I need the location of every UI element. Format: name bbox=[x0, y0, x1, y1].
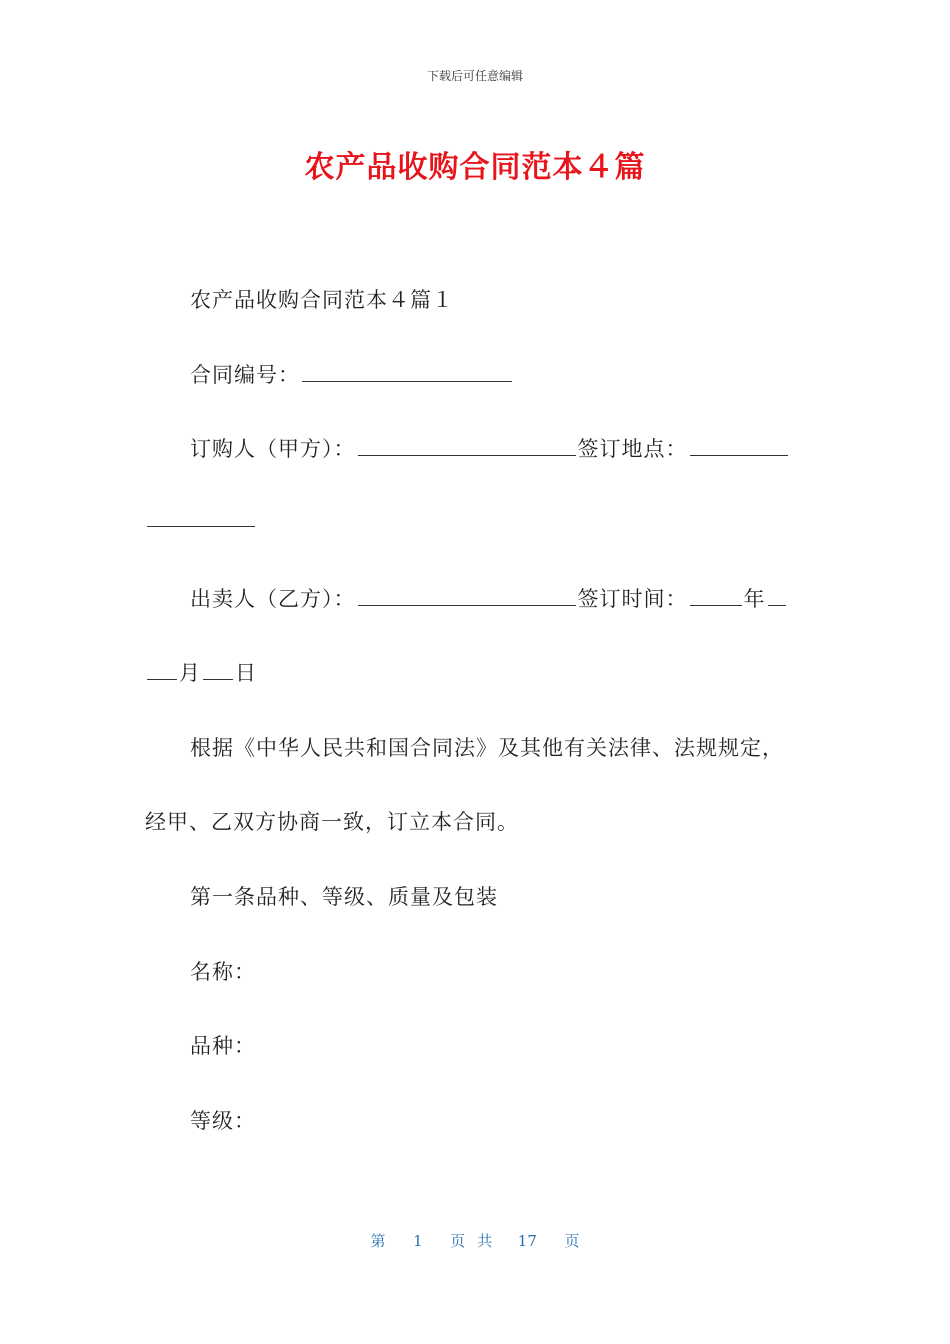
day-label: 日 bbox=[235, 661, 257, 685]
month-blank-start bbox=[768, 603, 786, 606]
name-label: 名称： bbox=[190, 960, 256, 984]
sign-place-continuation bbox=[145, 508, 257, 532]
contract-number-label: 合同编号： bbox=[190, 363, 300, 387]
contract-number-blank bbox=[302, 379, 512, 382]
seller-blank bbox=[358, 603, 576, 606]
page-current: 1 bbox=[413, 1232, 423, 1250]
grade-label: 等级： bbox=[190, 1109, 256, 1133]
sign-time-label: 签订时间： bbox=[577, 587, 688, 611]
year-label: 年 bbox=[743, 587, 766, 611]
sign-place-blank bbox=[690, 453, 788, 456]
header-note: 下载后可任意编辑 bbox=[426, 69, 523, 83]
sign-place-blank-cont bbox=[147, 524, 255, 527]
seller-row bbox=[190, 583, 788, 613]
page-footer bbox=[0, 1230, 950, 1251]
page-total: 17 bbox=[517, 1232, 537, 1250]
day-blank bbox=[203, 677, 233, 680]
contract-number-row bbox=[190, 359, 514, 389]
buyer-row bbox=[190, 433, 790, 463]
document-title: 农产品收购合同范本４篇 bbox=[304, 150, 646, 185]
month-label: 月 bbox=[179, 661, 201, 685]
sign-place-label: 签订地点： bbox=[577, 437, 688, 461]
article-1-heading: 第一条品种、等级、质量及包装 bbox=[190, 885, 498, 909]
seller-label: 出卖人（乙方）： bbox=[190, 587, 356, 611]
page-mid: 页共 bbox=[450, 1232, 505, 1250]
basis-line-1: 根据《中华人民共和国合同法》及其他有关法律、法规规定， bbox=[190, 736, 784, 760]
buyer-label: 订购人（甲方）： bbox=[190, 437, 356, 461]
page-prefix: 第 bbox=[370, 1232, 386, 1250]
variety-label: 品种： bbox=[190, 1034, 256, 1058]
page-suffix: 页 bbox=[564, 1232, 580, 1250]
section-heading: 农产品收购合同范本４篇１ bbox=[190, 288, 454, 312]
date-continuation bbox=[145, 657, 257, 687]
buyer-blank bbox=[358, 453, 576, 456]
month-blank-cont bbox=[147, 677, 177, 680]
year-blank bbox=[690, 603, 742, 606]
basis-line-2: 经甲、乙双方协商一致，订立本合同。 bbox=[145, 810, 519, 834]
